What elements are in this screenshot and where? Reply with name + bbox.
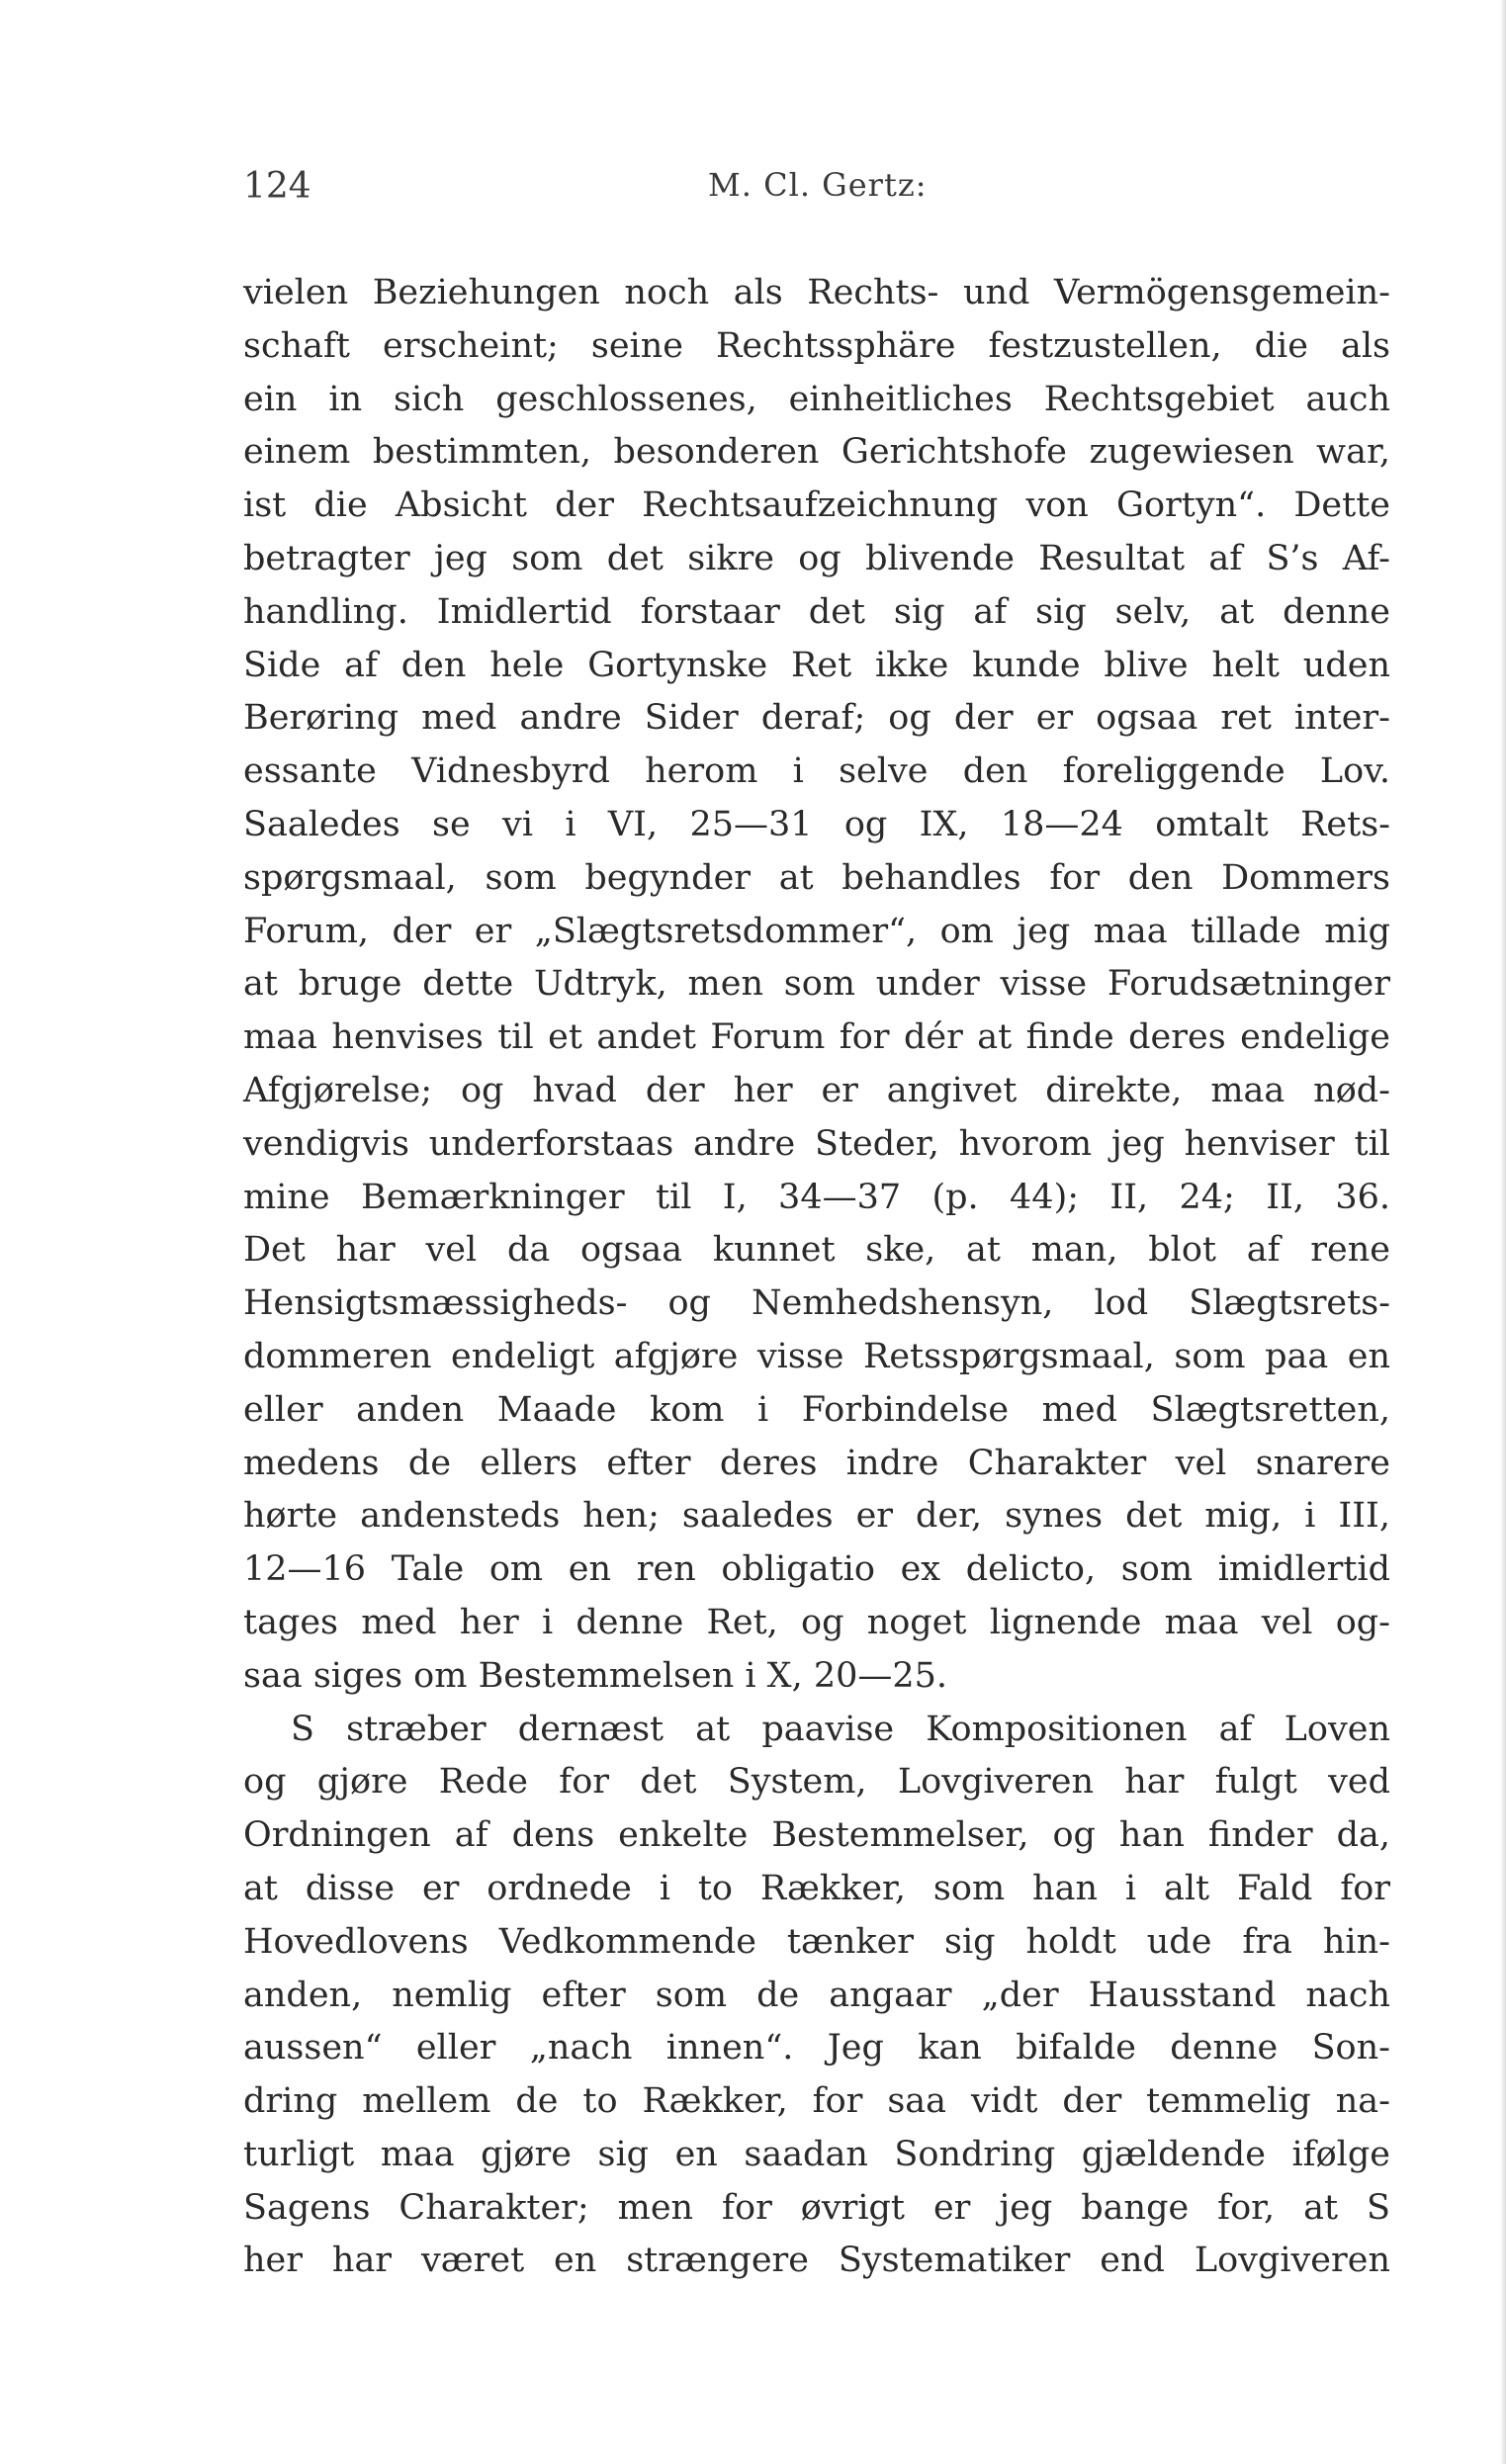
text-line: betragter jeg som det sikre og blivende Resultat af S’s Af-	[243, 538, 1390, 578]
text-line: Ordningen af dens enkelte Bestemmelser, og han finder da,	[243, 1815, 1390, 1856]
text-line: ein in sich geschlossenes, einheitliches Rechtsgebiet auch	[243, 379, 1390, 419]
text-line: dring mellem de to Rækker, for saa vidt der temmelig na-	[243, 2081, 1390, 2122]
text-line: S stræber dernæst at paavise Kompositionen af Loven	[291, 1709, 1390, 1749]
text-line: Afgjørelse; og hvad der her er angivet direkte, maa nød-	[243, 1070, 1390, 1110]
text-line: einem bestimmten, besonderen Gerichtshofe zugewiesen war,	[243, 432, 1390, 473]
page-edge-shadow	[1500, 0, 1506, 2464]
text-line: saa siges om Bestemmelsen i X, 20—25.	[243, 1655, 948, 1696]
text-line: turligt maa gjøre sig en saadan Sondring gjældende ifølge	[243, 2134, 1390, 2174]
text-line: Forum, der er „Slægtsretsdommer“, om jeg maa tillade mig	[243, 911, 1390, 951]
text-line: Hensigtsmæssigheds- og Nemhedshensyn, lod Slægtsrets-	[243, 1283, 1390, 1324]
text-line: mine Bemærkninger til I, 34—37 (p. 44); II, 24; II, 36.	[243, 1177, 1390, 1217]
text-line: og gjøre Rede for det System, Lovgiveren har fulgt ved	[243, 1762, 1390, 1803]
text-line: tages med her i denne Ret, og noget lignende maa vel og-	[243, 1602, 1390, 1642]
text-line: essante Vidnesbyrd herom i selve den foreliggende Lov.	[243, 751, 1390, 792]
text-line: hørte andensteds hen; saaledes er der, synes det mig, i III,	[243, 1496, 1390, 1537]
text-line: Side af den hele Gortynske Ret ikke kunde blive helt uden	[243, 645, 1390, 685]
text-line: dommeren endeligt afgjøre visse Retsspørgsmaal, som paa en	[243, 1336, 1390, 1376]
text-line: anden, nemlig efter som de angaar „der Hausstand nach	[243, 1975, 1390, 2015]
text-line: Sagens Charakter; men for øvrigt er jeg bange for, at S	[243, 2187, 1390, 2228]
text-line: vielen Beziehungen noch als Rechts- und Vermögensgemein-	[243, 273, 1390, 312]
text-line: 12—16 Tale om en ren obligatio ex delicto, som imidlertid	[243, 1549, 1390, 1590]
page-number: 124	[243, 166, 311, 207]
text-line: spørgsmaal, som begynder at behandles for den Dommers	[243, 857, 1390, 898]
text-line: at bruge dette Udtryk, men som under visse Forudsætninger	[243, 964, 1390, 1005]
text-line: handling. Imidlertid forstaar det sig af sig selv, at denne	[243, 591, 1390, 632]
text-line: Berøring med andre Sider deraf; og der er ogsaa ret inter-	[243, 698, 1390, 739]
text-line: Hovedlovens Vedkommende tænker sig holdt ude fra hin-	[243, 1921, 1390, 1962]
text-line: Saaledes se vi i VI, 25—31 og IX, 18—24 omtalt Rets-	[243, 804, 1390, 844]
text-line: eller anden Maade kom i Forbindelse med Slægtsretten,	[243, 1389, 1390, 1430]
text-line: aussen“ eller „nach innen“. Jeg kan bifalde denne Son-	[243, 2028, 1390, 2068]
text-line: Det har vel da ogsaa kunnet ske, at man, blot af rene	[243, 1230, 1390, 1271]
text-line: medens de ellers efter deres indre Charakter vel snarere	[243, 1443, 1390, 1483]
text-line: maa henvises til et andet Forum for dér at finde deres endelige	[243, 1017, 1390, 1058]
text-line: her har været en strængere Systematiker end Lovgiveren	[243, 2241, 1390, 2281]
text-line: schaft erscheint; seine Rechtssphäre festzustellen, die als	[243, 325, 1390, 366]
text-line: vendigvis underforstaas andre Steder, hvorom jeg henviser til	[243, 1123, 1390, 1164]
text-line: at disse er ordnede i to Rækker, som han i alt Fald for	[243, 1868, 1390, 1908]
text-line: ist die Absicht der Rechtsaufzeichnung von Gortyn“. Dette	[243, 485, 1390, 526]
running-head: M. Cl. Gertz:	[708, 166, 928, 204]
page-header	[243, 166, 1390, 216]
body-text	[243, 267, 1390, 2288]
